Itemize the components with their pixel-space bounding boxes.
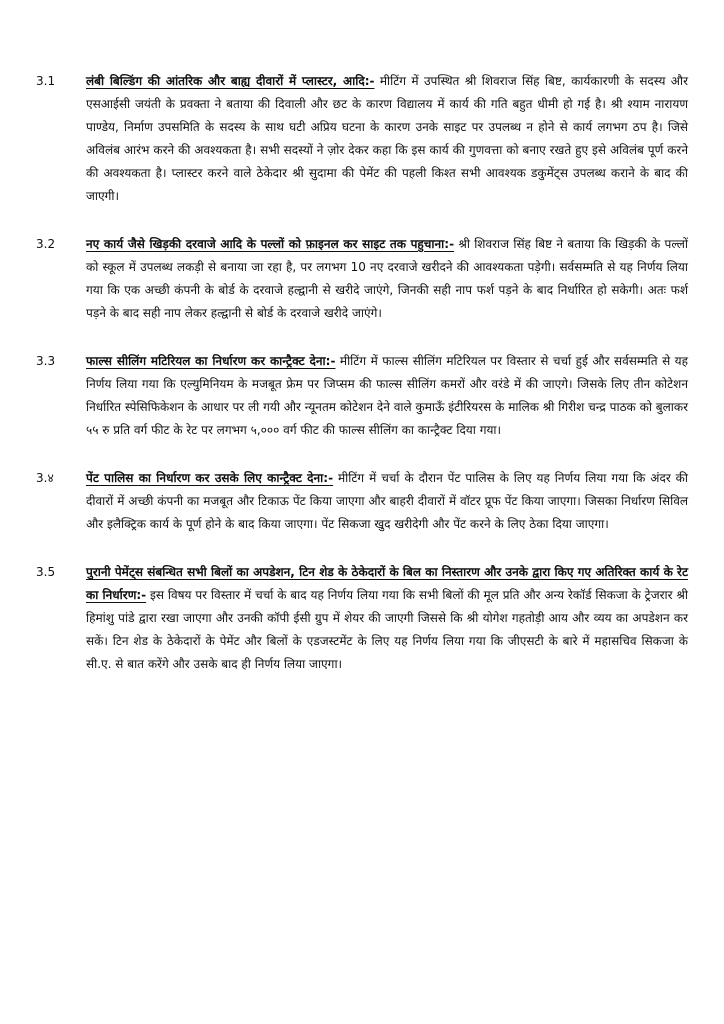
item-heading: नए कार्य जैसे खिड़की दरवाजे आदि के पल्लों को फ़ाइनल कर साइट तक पहुचाना:-	[86, 237, 455, 251]
item-text: इस विषय पर विस्तार में चर्चा के बाद यह निर्णय लिया गया कि सभी बिलों की मूल प्रति और अन्य रेकॉर्ड सिकजा के ट्रेजरार श्री हिमांशु पांडे द्वारा रखा जाएगा और उनकी कॉपी ईसी ग्रुप में शेयर की जाएगी जिससे कि श्री योगेश गहतोड़ी आय और व्यय का अपडेशन कर सकें। टिन शेड के ठेकेदारों के पेमेंट और बिलों के एडजस्टमेंट के लिए यह निर्णय लिया गया कि जीएसटी के बारे में महासचिव सिकजा के सी.ए. से बात करेंगे और उसके बाद ही निर्णय लिया जाएगा।	[86, 588, 689, 671]
agenda-item-3-2	[36, 233, 688, 325]
item-heading: फाल्स सीलिंग मटिरियल का निर्धारण कर कान्ट्रैक्ट देना:-	[86, 354, 336, 368]
item-text: मीटिंग में उपस्थित श्री शिवराज सिंह बिष्ट, कार्यकारणी के सदस्य और एसआईसी जयंती के प्रवक्ता ने बताया की दिवाली और छट के कारण विद्यालय में कार्य की गति बहुत धीमी हो गई है। श्री श्याम नारायण पाण्डेय, निर्माण उपसमिति के सदस्य के साथ घटी अप्रिय घटना के कारण उनके साइट पर उपलब्ध न होने से कार्य लगभग ठप है। जिसे अविलंब आरंभ करने की अवश्यकता है। सभी सदस्यों ने ज़ोर देकर कहा कि इस कार्य की गुणवत्ता को बनाए रखते हुए इसे अविलंब पूर्ण करने की अवश्यकता है। प्लास्टर करने वाले ठेकेदार श्री सुदामा की पेमेंट की पहली किश्त सभी आवश्यक डकुमेंट्स उपलब्ध कराने के बाद की जाएगी।	[86, 74, 688, 203]
item-number: 3.3	[36, 354, 56, 368]
item-number: 3.2	[36, 237, 56, 251]
agenda-item-3-3	[36, 350, 688, 442]
item-body	[86, 467, 688, 536]
item-number: 3.४	[36, 471, 54, 485]
agenda-item-3-1	[36, 70, 688, 208]
item-body	[86, 561, 688, 676]
item-body	[86, 70, 688, 208]
item-body	[86, 233, 688, 325]
item-text: श्री शिवराज सिंह बिष्ट ने बताया कि खिड़की के पल्लों को स्कूल में उपलब्ध लकड़ी से बनाया जा रहा है, पर लगभग 10 नए दरवाजे खरीदने की आवश्यकता पड़ेगी। सर्वसम्मति से यह निर्णय लिया गया कि एक अच्छी कंपनी के बोर्ड के दरवाजे हल्द्वानी से खरीदे जाएंगे, जिनकी सही नाप फर्श पड़ने के बाद निर्धारित हो सकेगी। अतः फर्श पड़ने के बाद सही नाप लेकर हल्द्वानी से बोर्ड के दरवाजे खरीदे जाएंगे।	[86, 237, 688, 320]
item-heading: पुरानी पेमेंट्स संबन्धित सभी बिलों का अपडेशन, टिन शेड के ठेकेदारों के बिल का निस्तारण और उनके द्वारा किए गए अतिरिक्त कार्य के रेट का निर्धारण:-	[86, 565, 688, 602]
item-number: 3.5	[36, 565, 56, 579]
item-number: 3.1	[36, 74, 56, 88]
item-text: मीटिंग में फाल्स सीलिंग मटिरियल पर विस्तार से चर्चा हुई और सर्वसम्मति से यह निर्णय लिया गया कि एल्युमिनियम के मजबूत फ्रेम पर जिप्सम की फाल्स सीलिंग कमरों और वरंडे में की जाएगे। जिसके लिए तीन कोटेशन निर्धारित स्पेसिफिकेशन के आधार पर ली गयी और न्यूनतम कोटेशन देने वाले कुमाऊँ इंटीरियरस के मालिक श्री गिरीश चन्द्र पाठक को बुलाकर ५५ रु प्रति वर्ग फीट के रेट पर लगभग ५,००० वर्ग फीट की फाल्स सीलिंग का कान्ट्रैक्ट दिया गया।	[86, 354, 688, 437]
item-body	[86, 350, 688, 442]
item-heading: पेंट पालिस का निर्धारण कर उसके लिए कान्ट्रैक्ट देना:-	[86, 471, 334, 485]
item-heading: लंबी बिल्डिंग की आंतरिक और बाह्य दीवारों में प्लास्टर, आदि:-	[86, 74, 375, 88]
agenda-item-3-5	[36, 561, 688, 676]
agenda-item-3-4	[36, 467, 688, 536]
item-text: मीटिंग में चर्चा के दौरान पेंट पालिस के लिए यह निर्णय लिया गया कि अंदर की दीवारों में अच्छी कंपनी का मजबूत और टिकाऊ पेंट किया जाएगा और बाहरी दीवारों में वॉटर प्रूफ पेंट किया जाएगा। जिसका निर्धारण सिविल और इलैक्ट्रिक कार्य के पूर्ण होने के बाद किया जाएगा। पेंट सिकजा खुद खरीदेगी और पेंट करने के लिए ठेका दिया जाएगा।	[86, 471, 688, 531]
